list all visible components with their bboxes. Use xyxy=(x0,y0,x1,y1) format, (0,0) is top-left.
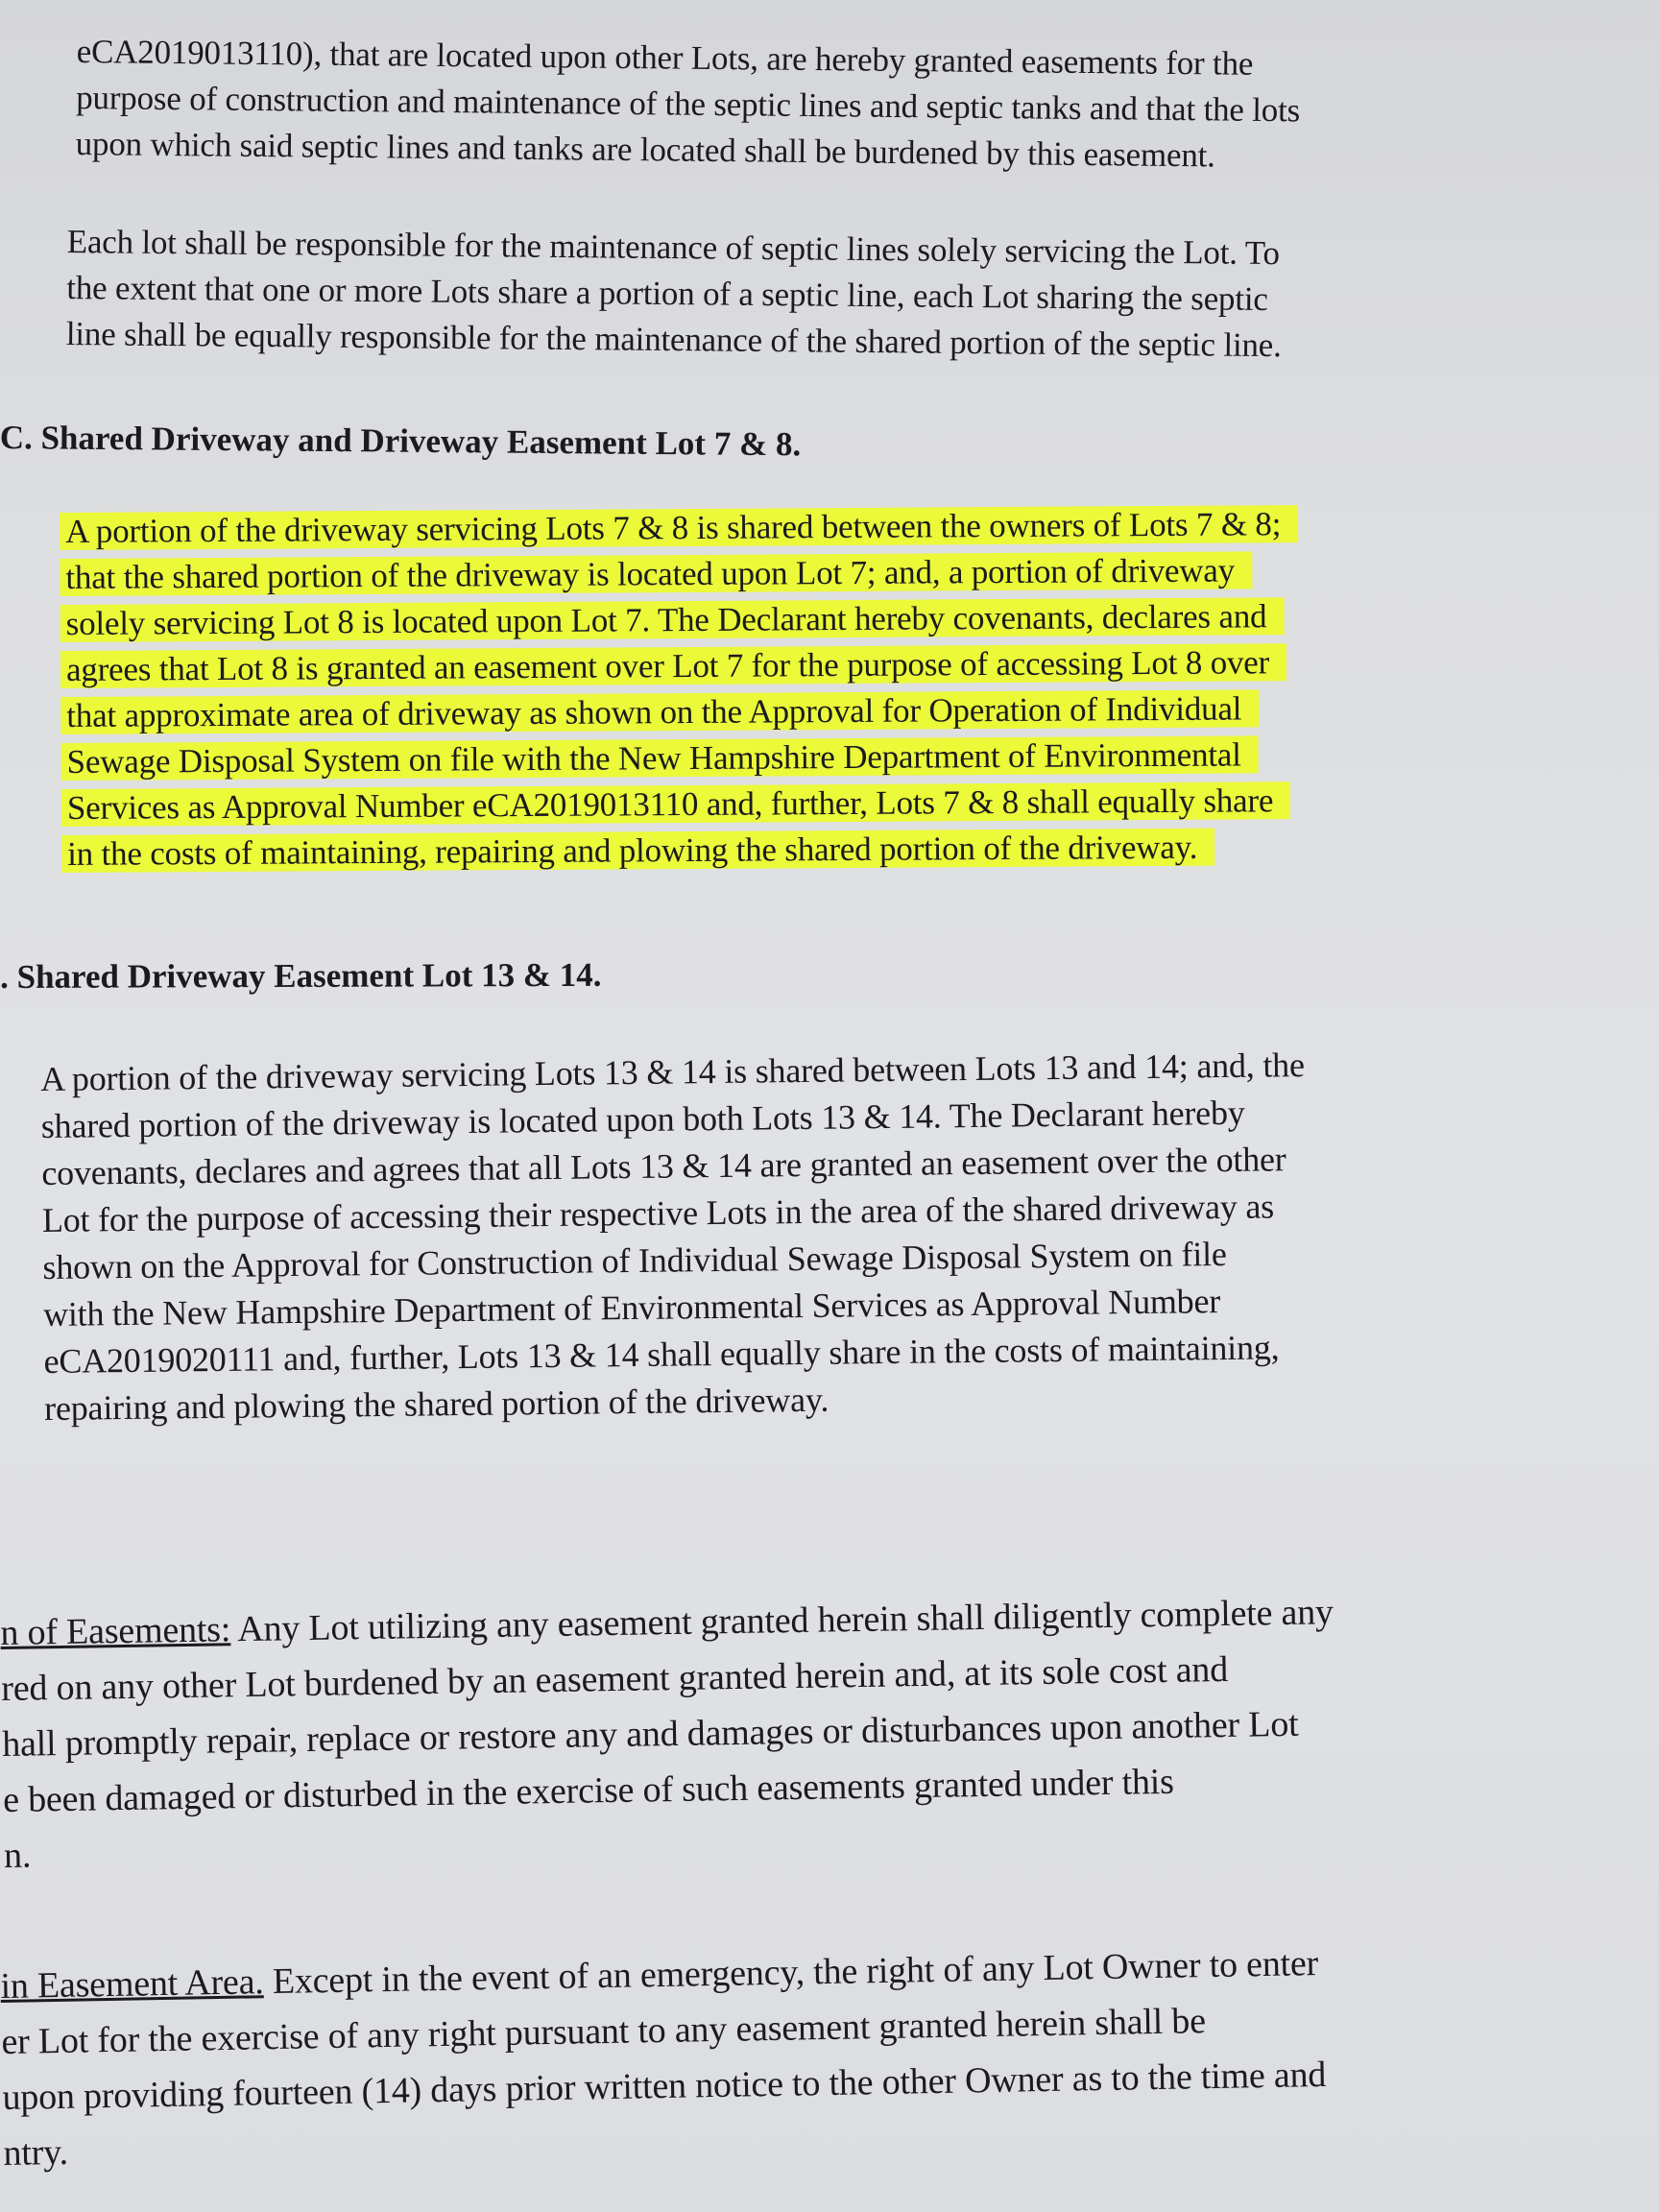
easements-subheading: n of Easements: xyxy=(0,1609,231,1653)
section-c-body xyxy=(60,501,1300,878)
text-line: n of Easements: Any Lot utilizing any easement granted herein shall diligently complete any xyxy=(0,1592,1334,1653)
text-line: upon providing fourteen (14) days prior written notice to the other Owner as to the time and xyxy=(2,2054,1327,2118)
text-line: red on any other Lot burdened by an easement granted herein and, at its sole cost and xyxy=(1,1648,1229,1709)
text-line: n. xyxy=(3,1835,32,1876)
entry-subheading: in Easement Area. xyxy=(0,1961,264,2007)
text-line: eCA2019020111 and, further, Lots 13 & 14 shall equally share in the costs of maintaining, xyxy=(43,1328,1280,1381)
text-line: eCA2019013110), that are located upon other Lots, are hereby granted easements for the xyxy=(76,32,1254,83)
text-line: covenants, declares and agrees that all Lots 13 & 14 are granted an easement over the other xyxy=(41,1140,1286,1192)
text-line: ntry. xyxy=(3,2131,69,2174)
text-line: e been damaged or disturbed in the exercise of such easements granted under this xyxy=(2,1761,1174,1820)
highlighted-line: solely servicing Lot 8 is located upon Lot 7. The Declarant hereby covenants, declares and xyxy=(60,593,1299,647)
highlighted-line: in the costs of maintaining, repairing and plowing the shared portion of the driveway. xyxy=(61,824,1300,878)
septic-maintenance-paragraph xyxy=(66,219,1283,369)
text-line: in Easement Area. Except in the event of an emergency, the right of any Lot Owner to enter xyxy=(0,1943,1319,2007)
highlighted-line: that approximate area of driveway as shown on the Approval for Operation of Individual xyxy=(60,685,1299,739)
text-line: purpose of construction and maintenance of the septic lines and septic tanks and that the lots xyxy=(76,78,1301,130)
text-line: with the New Hampshire Department of Environmental Services as Approval Number xyxy=(42,1282,1221,1334)
highlighted-line: A portion of the driveway servicing Lots 7 & 8 is shared between the owners of Lots 7 & 8; xyxy=(60,501,1298,555)
text-line: shown on the Approval for Construction of Individual Sewage Disposal System on file xyxy=(42,1234,1227,1286)
easements-paragraph xyxy=(0,1584,1337,1884)
section-d-body xyxy=(40,1042,1309,1432)
highlighted-line: that the shared portion of the driveway is located upon Lot 7; and, a portion of driveway xyxy=(60,547,1298,601)
septic-continuation-paragraph xyxy=(75,29,1300,180)
text-line: shared portion of the driveway is located upon both Lots 13 & 14. The Declarant hereby xyxy=(40,1093,1245,1145)
text-line: line shall be equally responsible for the maintenance of the shared portion of the septic line. xyxy=(65,314,1282,365)
section-c-heading: C. Shared Driveway and Driveway Easement Lot 7 & 8. xyxy=(0,418,802,464)
text-line: Each lot shall be responsible for the maintenance of septic lines solely servicing the Lot. To xyxy=(66,222,1280,273)
text-line: upon which said septic lines and tanks are located shall be burdened by this easement. xyxy=(75,124,1215,175)
entry-paragraph xyxy=(0,1936,1328,2181)
text-line: hall promptly repair, replace or restore any and damages or disturbances upon another Lot xyxy=(1,1703,1299,1765)
highlighted-line: agrees that Lot 8 is granted an easement over Lot 7 for the purpose of accessing Lot 8 over xyxy=(60,639,1299,693)
text-line: repairing and plowing the shared portion of the driveway. xyxy=(43,1380,830,1428)
text-line: A portion of the driveway servicing Lots 13 & 14 is shared between Lots 13 and 14; and, the xyxy=(40,1046,1305,1098)
highlighted-line: Services as Approval Number eCA2019013110 and, further, Lots 7 & 8 shall equally share xyxy=(61,778,1300,831)
text-line: the extent that one or more Lots share a portion of a septic line, each Lot sharing the septic xyxy=(66,268,1268,319)
text-line: er Lot for the exercise of any right pursuant to any easement granted herein shall be xyxy=(1,2001,1207,2062)
section-d-heading: . Shared Driveway Easement Lot 13 & 14. xyxy=(0,955,602,996)
text-line: Lot for the purpose of accessing their respective Lots in the area of the shared driveway as xyxy=(41,1187,1275,1239)
highlighted-line: Sewage Disposal System on file with the New Hampshire Department of Environmental xyxy=(60,732,1299,785)
